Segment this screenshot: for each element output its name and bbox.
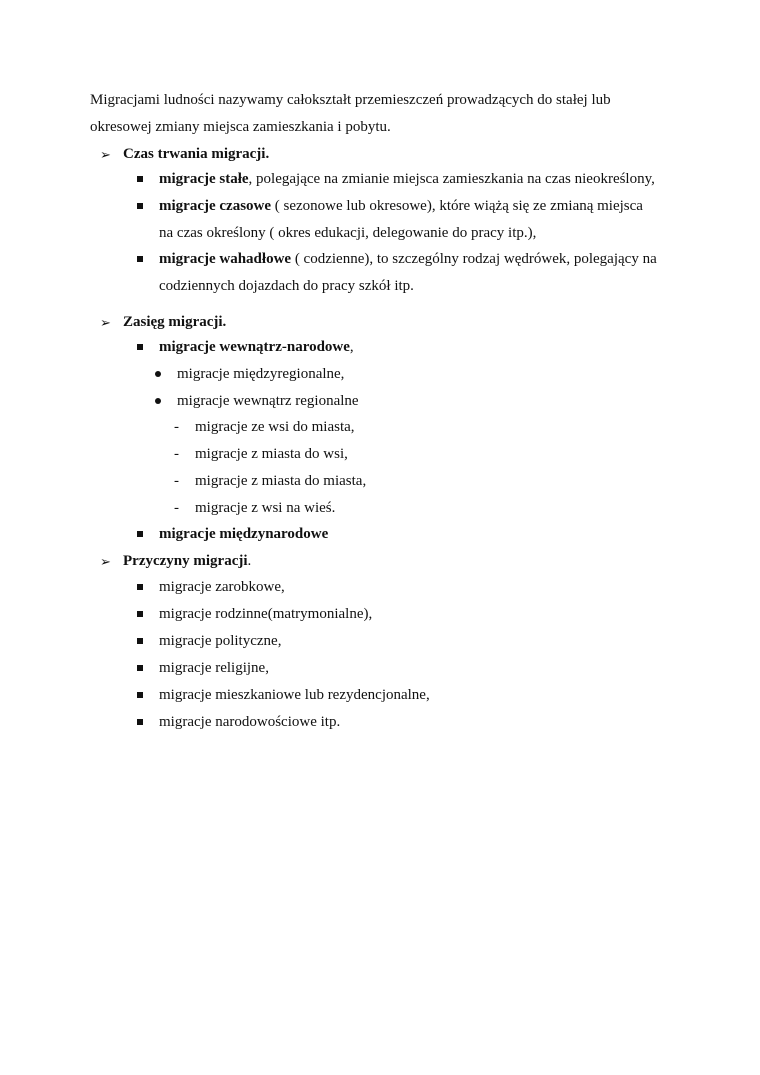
list-item-international: migracje międzynarodowe bbox=[159, 526, 329, 542]
intro-line-2: okresowej zmiany miejsca zamieszkania i pobytu. bbox=[90, 119, 391, 135]
arrow-bullet-icon: ➢ bbox=[100, 147, 111, 162]
arrow-bullet-icon: ➢ bbox=[100, 554, 111, 569]
intro-line-1: Migracjami ludności nazywamy całokształt przemieszczeń prowadzących do stałej lub bbox=[90, 92, 611, 108]
square-bullet-icon bbox=[137, 203, 143, 209]
square-bullet-icon bbox=[137, 638, 143, 644]
square-bullet-icon bbox=[137, 692, 143, 698]
arrow-bullet-icon: ➢ bbox=[100, 315, 111, 330]
square-bullet-icon bbox=[137, 531, 143, 537]
dash-item: migracje z miasta do miasta, bbox=[195, 473, 367, 489]
square-bullet-icon bbox=[137, 344, 143, 350]
sub-item-interregional: migracje międzyregionalne, bbox=[177, 366, 345, 382]
dash-bullet: - bbox=[174, 473, 179, 489]
list-item-wahadlowe-cont: codziennych dojazdach do pracy szkół itp. bbox=[159, 278, 414, 294]
round-bullet-icon bbox=[155, 371, 161, 377]
square-bullet-icon bbox=[137, 584, 143, 590]
list-item-cause: migracje rodzinne(matrymonialne), bbox=[159, 606, 373, 622]
sub-item-intraregional: migracje wewnątrz regionalne bbox=[177, 393, 359, 409]
square-bullet-icon bbox=[137, 256, 143, 262]
dash-bullet: - bbox=[174, 419, 179, 435]
section-title-causes: Przyczyny migracji. bbox=[123, 553, 252, 569]
dash-item: migracje ze wsi do miasta, bbox=[195, 419, 355, 435]
square-bullet-icon bbox=[137, 611, 143, 617]
dash-item: migracje z wsi na wieś. bbox=[195, 500, 336, 516]
list-item-internal: migracje wewnątrz-narodowe, bbox=[159, 339, 354, 355]
dash-item: migracje z miasta do wsi, bbox=[195, 446, 348, 462]
round-bullet-icon bbox=[155, 398, 161, 404]
list-item-cause: migracje mieszkaniowe lub rezydencjonalne, bbox=[159, 687, 430, 703]
section-title-duration: Czas trwania migracji. bbox=[123, 146, 270, 162]
square-bullet-icon bbox=[137, 176, 143, 182]
list-item-cause: migracje narodowościowe itp. bbox=[159, 714, 341, 730]
list-item-wahadlowe: migracje wahadłowe ( codzienne), to szczególny rodzaj wędrówek, polegający na bbox=[159, 251, 657, 267]
list-item-cause: migracje zarobkowe, bbox=[159, 579, 285, 595]
list-item-cause: migracje polityczne, bbox=[159, 633, 282, 649]
list-item-czasowe: migracje czasowe ( sezonowe lub okresowe), które wiążą się ze zmianą miejsca bbox=[159, 198, 643, 214]
list-item-czasowe-cont: na czas określony ( okres edukacji, delegowanie do pracy itp.), bbox=[159, 225, 537, 241]
section-title-range: Zasięg migracji. bbox=[123, 314, 227, 330]
square-bullet-icon bbox=[137, 719, 143, 725]
dash-bullet: - bbox=[174, 446, 179, 462]
dash-bullet: - bbox=[174, 500, 179, 516]
square-bullet-icon bbox=[137, 665, 143, 671]
list-item-cause: migracje religijne, bbox=[159, 660, 269, 676]
list-item-stale: migracje stałe, polegające na zmianie miejsca zamieszkania na czas nieokreślony, bbox=[159, 171, 655, 187]
